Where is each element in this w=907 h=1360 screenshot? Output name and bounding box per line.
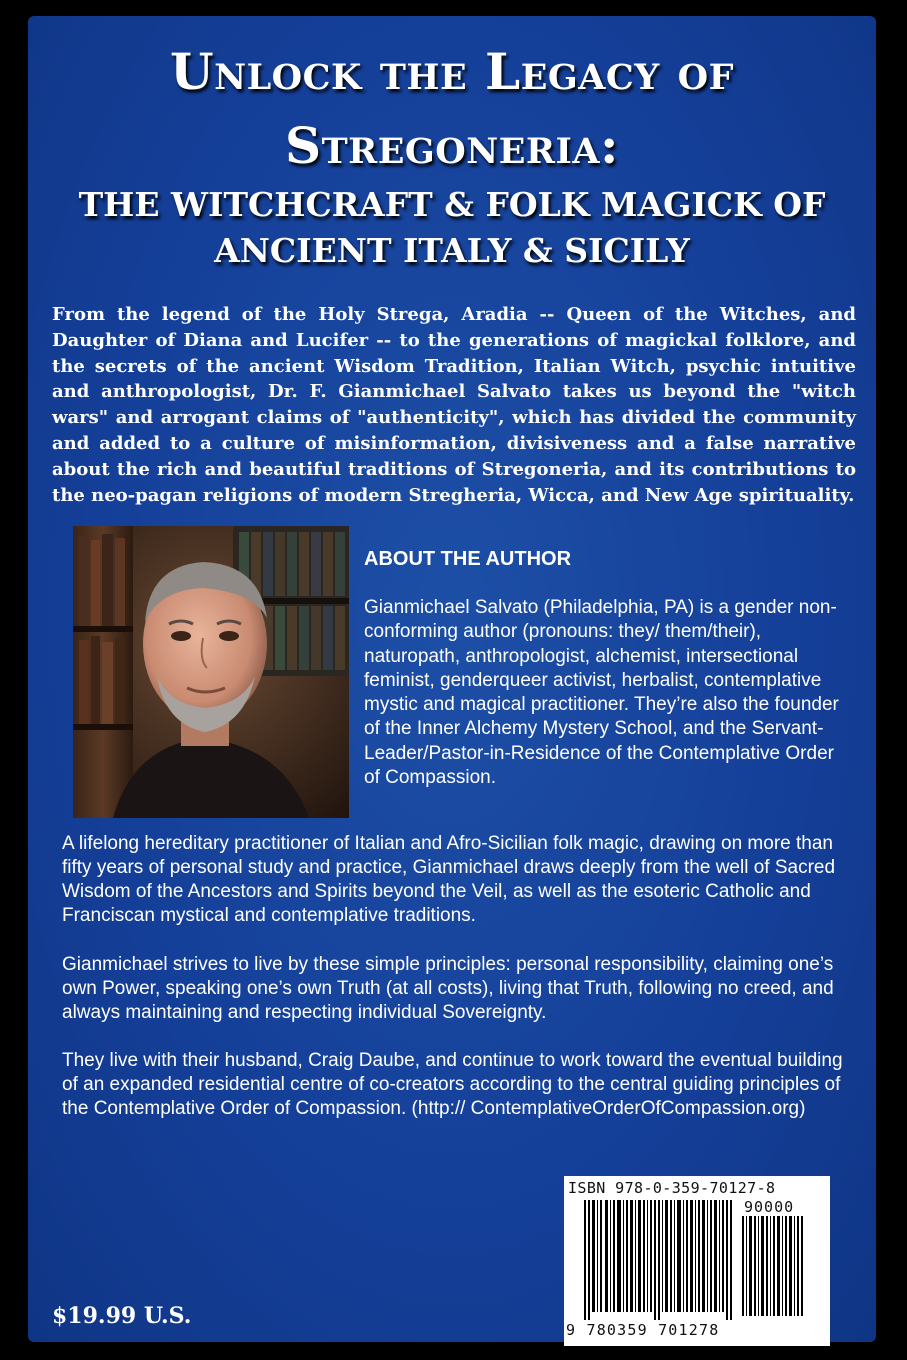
isbn-digits: 9 780359 701278 <box>566 1321 720 1339</box>
title-line-2: Stregoneria: <box>284 116 620 175</box>
isbn-label: ISBN 978-0-359-70127-8 <box>568 1179 776 1197</box>
about-author-text: Gianmichael Salvato (Philadelphia, PA) is a gender non-conforming author (pronouns: they/ them/their), naturopath, anthropologist, alchemist, intersectional feminist, genderqueer activist, herbalist, contemplative mystic and magical practitioner. They’re also the founder of the Inner Alchemy Mystery School, and the Servant-Leader/Pastor-in-Residence of the Contemplative Order of Compassion. <box>364 597 839 789</box>
bio-paragraph-3: They live with their husband, Craig Daube, and continue to work toward the eventual building of an expanded residential centre of co-creators according to the central guiding principles of the Contemplative Order of Compassion. (http:// ContemplativeOrderOfCompassion.org) <box>62 1050 843 1119</box>
about-author-heading: ABOUT THE AUTHOR <box>364 548 572 570</box>
isbn-barcode <box>564 1176 830 1346</box>
subtitle-line-2: ANCIENT ITALY & SICILY <box>214 231 690 270</box>
bio-paragraph-2: Gianmichael strives to live by these simple principles: personal responsibility, claiming one’s own Power, speaking one’s own Truth (at all costs), living that Truth, following no creed, and always maintaining and respecting individual Sovereignty. <box>62 954 834 1023</box>
author-photo <box>73 526 349 818</box>
price-label: $19.99 U.S. <box>52 1303 192 1329</box>
bio-paragraph-1: A lifelong hereditary practitioner of Italian and Afro-Sicilian folk magic, drawing on more than fifty years of personal study and practice, Gianmichael draws deeply from the well of Sacred Wisdom of the Ancestors and Spirits beyond the Veil, as well as the esoteric Catholic and Franciscan mystical and contemplative traditions. <box>62 833 836 926</box>
back-cover <box>28 16 876 1342</box>
book-blurb: From the legend of the Holy Strega, Aradia -- Queen of the Witches, and Daughter of Diana and Lucifer -- to the generations of magickal folklore, and the secrets of the ancient Wisdom Tradition, Italian Witch, psychic intuitive and anthropologist, Dr. F. Gianmichael Salvato takes us beyond the "witch wars" and arrogant claims of "authenticity", which has divided the community and added to a culture of misinformation, divisiveness and a false narrative about the rich and beautiful traditions of Stregoneria, and its contributions to the neo-pagan religions of modern Stregheria, Wicca, and New Age spirituality. <box>52 304 856 506</box>
addon-barcode-bars <box>742 1216 804 1316</box>
barcode-bars <box>584 1200 740 1320</box>
price-code: 90000 <box>744 1198 795 1216</box>
subtitle-line-1: THE WITCHCRAFT & FOLK MAGICK OF <box>78 185 826 224</box>
title-line-1: Unlock the Legacy of <box>169 42 735 101</box>
